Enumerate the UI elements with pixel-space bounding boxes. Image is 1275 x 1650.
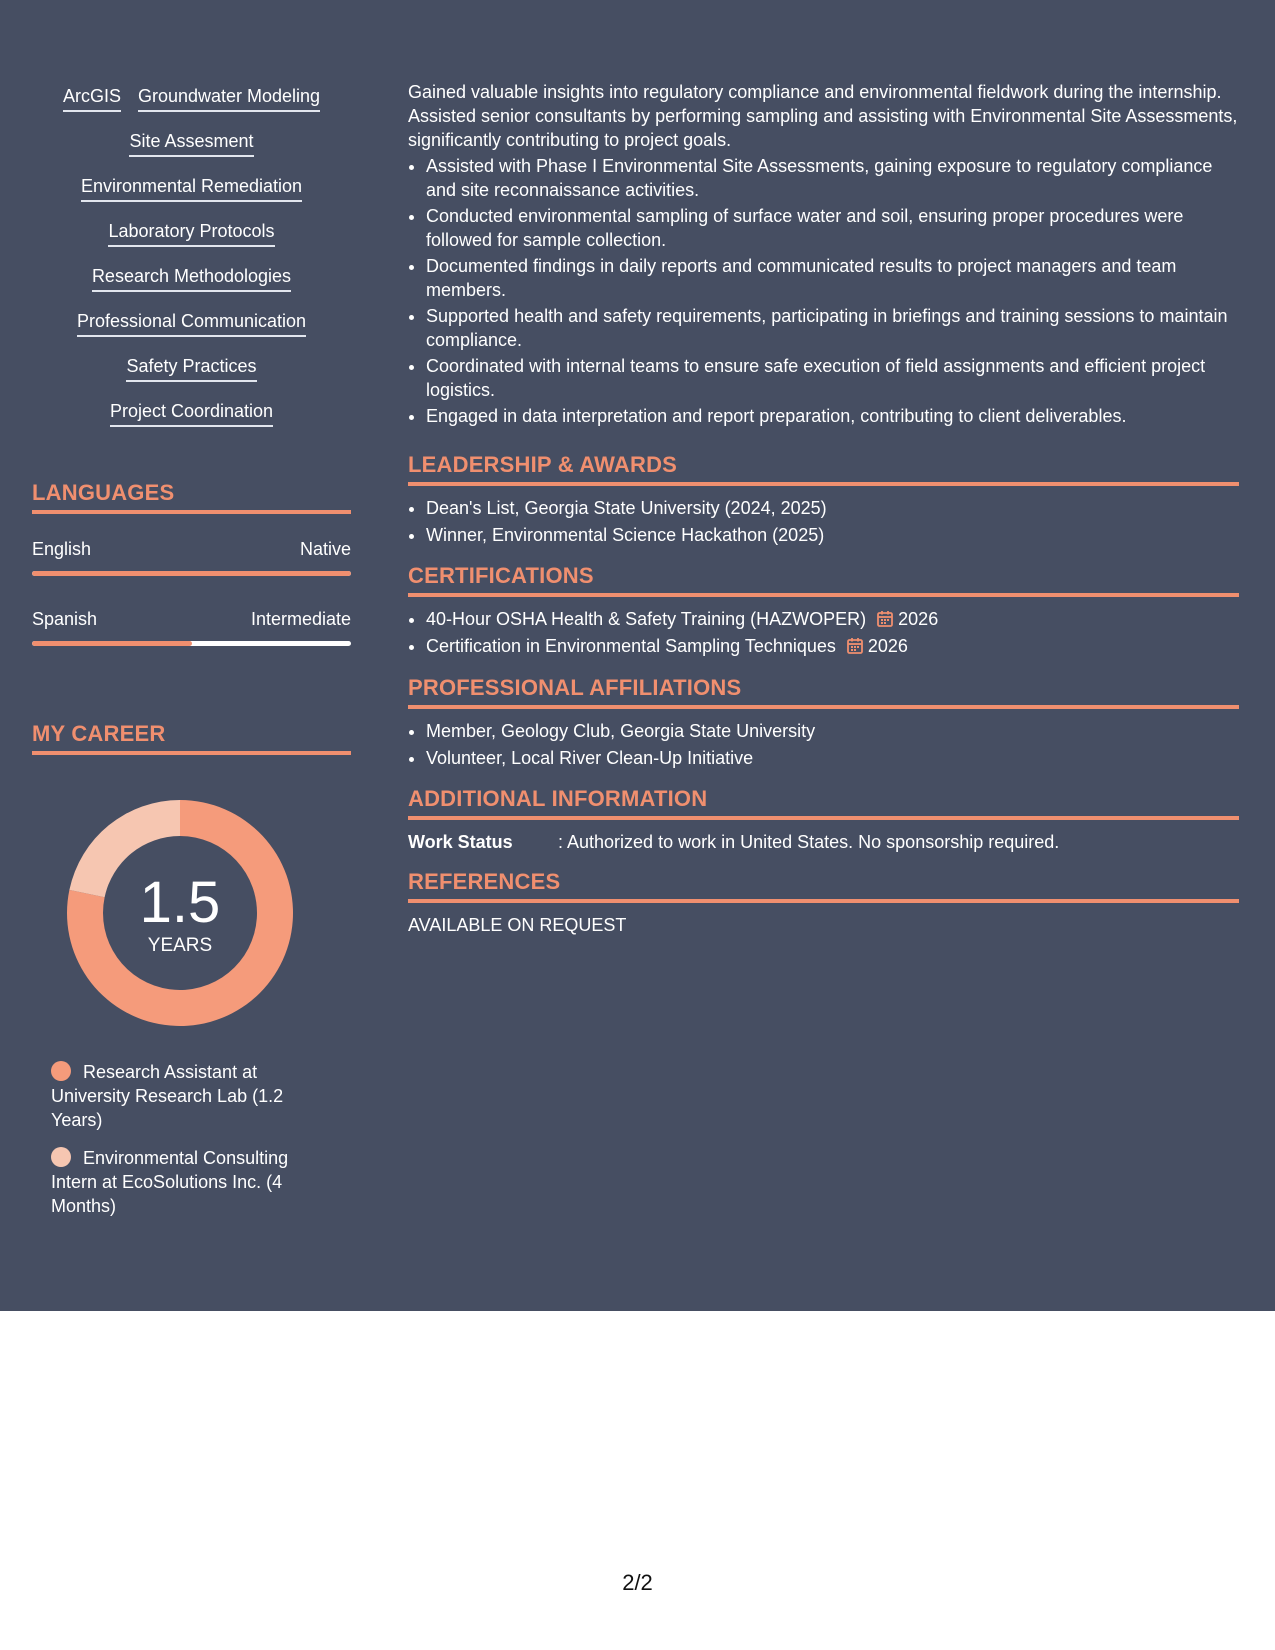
certification-name: Certification in Environmental Sampling Techniques <box>426 636 836 656</box>
experience-bullets <box>408 154 1239 428</box>
award-item: • Winner, Environmental Science Hackathon (2025) <box>426 523 1239 547</box>
skill-row <box>32 220 351 265</box>
language-level: Intermediate <box>250 609 351 629</box>
work-status-label: Work Status <box>408 832 513 852</box>
references-section <box>408 868 1239 937</box>
award-item: • Dean's List, Georgia State University (2024, 2025) <box>426 496 1239 520</box>
language-proficiency-fill <box>32 641 192 646</box>
skill-tag: Research Methodologies <box>92 265 291 292</box>
skill-tag: Laboratory Protocols <box>108 220 274 247</box>
experience-bullet: • Engaged in data interpretation and report preparation, contributing to client deliverables. <box>426 404 1239 428</box>
affiliations-section <box>408 674 1239 773</box>
affiliation-item: • Member, Geology Club, Georgia State University <box>426 719 1239 743</box>
career-legend <box>51 1060 311 1232</box>
career-legend-label: Environmental Consulting Intern at EcoSolutions Inc. (4 Months) <box>51 1148 289 1216</box>
experience-bullet: • Supported health and safety requirements, participating in briefings and training sessions to maintain compliance. <box>426 304 1239 352</box>
experience-bullet: • Coordinated with internal teams to ensure safe execution of field assignments and efficient project logistics. <box>426 354 1239 402</box>
experience-bullet: • Conducted environmental sampling of surface water and soil, ensuring proper procedures were followed for sample collection. <box>426 204 1239 252</box>
language-proficiency-bar <box>32 571 351 576</box>
skill-row <box>32 310 351 355</box>
skill-tag: Groundwater Modeling <box>138 85 320 112</box>
skill-row <box>32 85 351 130</box>
skill-row <box>32 355 351 400</box>
references-text: AVAILABLE ON REQUEST <box>408 915 627 935</box>
skill-row <box>32 265 351 310</box>
affiliations-heading: PROFESSIONAL AFFILIATIONS <box>408 674 1239 709</box>
skill-tag: Environmental Remediation <box>81 175 302 202</box>
calendar-icon <box>876 610 894 628</box>
awards-heading: LEADERSHIP & AWARDS <box>408 451 1239 486</box>
additional-info-heading: ADDITIONAL INFORMATION <box>408 785 1239 820</box>
language-proficiency-fill <box>32 571 351 576</box>
experience-bullet: • Documented findings in daily reports and communicated results to project managers and team members. <box>426 254 1239 302</box>
career-legend-item <box>51 1060 311 1132</box>
awards-section <box>408 451 1239 550</box>
certification-year: 2026 <box>898 609 939 629</box>
experience-bullet: • Assisted with Phase I Environmental Site Assessments, gaining exposure to regulatory compliance and site reconnaissance activities. <box>426 154 1239 202</box>
page-number: 2/2 <box>622 1570 653 1595</box>
legend-dot-icon <box>51 1147 71 1167</box>
career-legend-label: Research Assistant at University Research Lab (1.2 Years) <box>51 1062 284 1130</box>
language-english <box>32 538 351 576</box>
career-legend-item <box>51 1146 311 1218</box>
affiliation-item: • Volunteer, Local River Clean-Up Initiative <box>426 746 1239 770</box>
language-proficiency-bar <box>32 641 351 646</box>
experience-summary: Gained valuable insights into regulatory compliance and environmental fieldwork during the internship. Assisted senior consultants by performing sampling and assisting with Environmental Site Assessments, significantly contributing to project goals. <box>408 82 1238 150</box>
language-name: English <box>32 539 92 559</box>
skill-tag: Site Assesment <box>129 130 253 157</box>
skill-tag: Professional Communication <box>77 310 306 337</box>
skill-tag: Safety Practices <box>126 355 256 382</box>
certifications-heading: CERTIFICATIONS <box>408 562 1239 597</box>
career-total-unit: YEARS <box>147 935 213 956</box>
certification-item <box>426 634 1239 658</box>
skill-row <box>32 130 351 175</box>
skill-row <box>32 175 351 220</box>
certification-name: 40-Hour OSHA Health & Safety Training (HAZWOPER) <box>426 609 867 629</box>
legend-dot-icon <box>51 1061 71 1081</box>
certifications-section <box>408 562 1239 661</box>
skill-row <box>32 400 351 445</box>
language-level: Native <box>299 539 351 559</box>
calendar-icon <box>846 637 864 655</box>
skills-list <box>32 85 351 445</box>
work-status-row <box>408 830 1239 854</box>
additional-info-section <box>408 785 1239 854</box>
references-heading: REFERENCES <box>408 868 1239 903</box>
language-name: Spanish <box>32 609 98 629</box>
skill-tag: Project Coordination <box>110 400 273 427</box>
certification-year: 2026 <box>867 636 908 656</box>
language-spanish <box>32 608 351 646</box>
career-heading: MY CAREER <box>32 720 351 755</box>
work-status-value: : Authorized to work in United States. No sponsorship required. <box>558 832 1060 852</box>
career-total-years: 1.5 <box>139 870 221 935</box>
skill-tag: ArcGIS <box>63 85 121 112</box>
experience-section <box>408 80 1239 430</box>
languages-heading: LANGUAGES <box>32 479 351 514</box>
certification-item <box>426 607 1239 631</box>
